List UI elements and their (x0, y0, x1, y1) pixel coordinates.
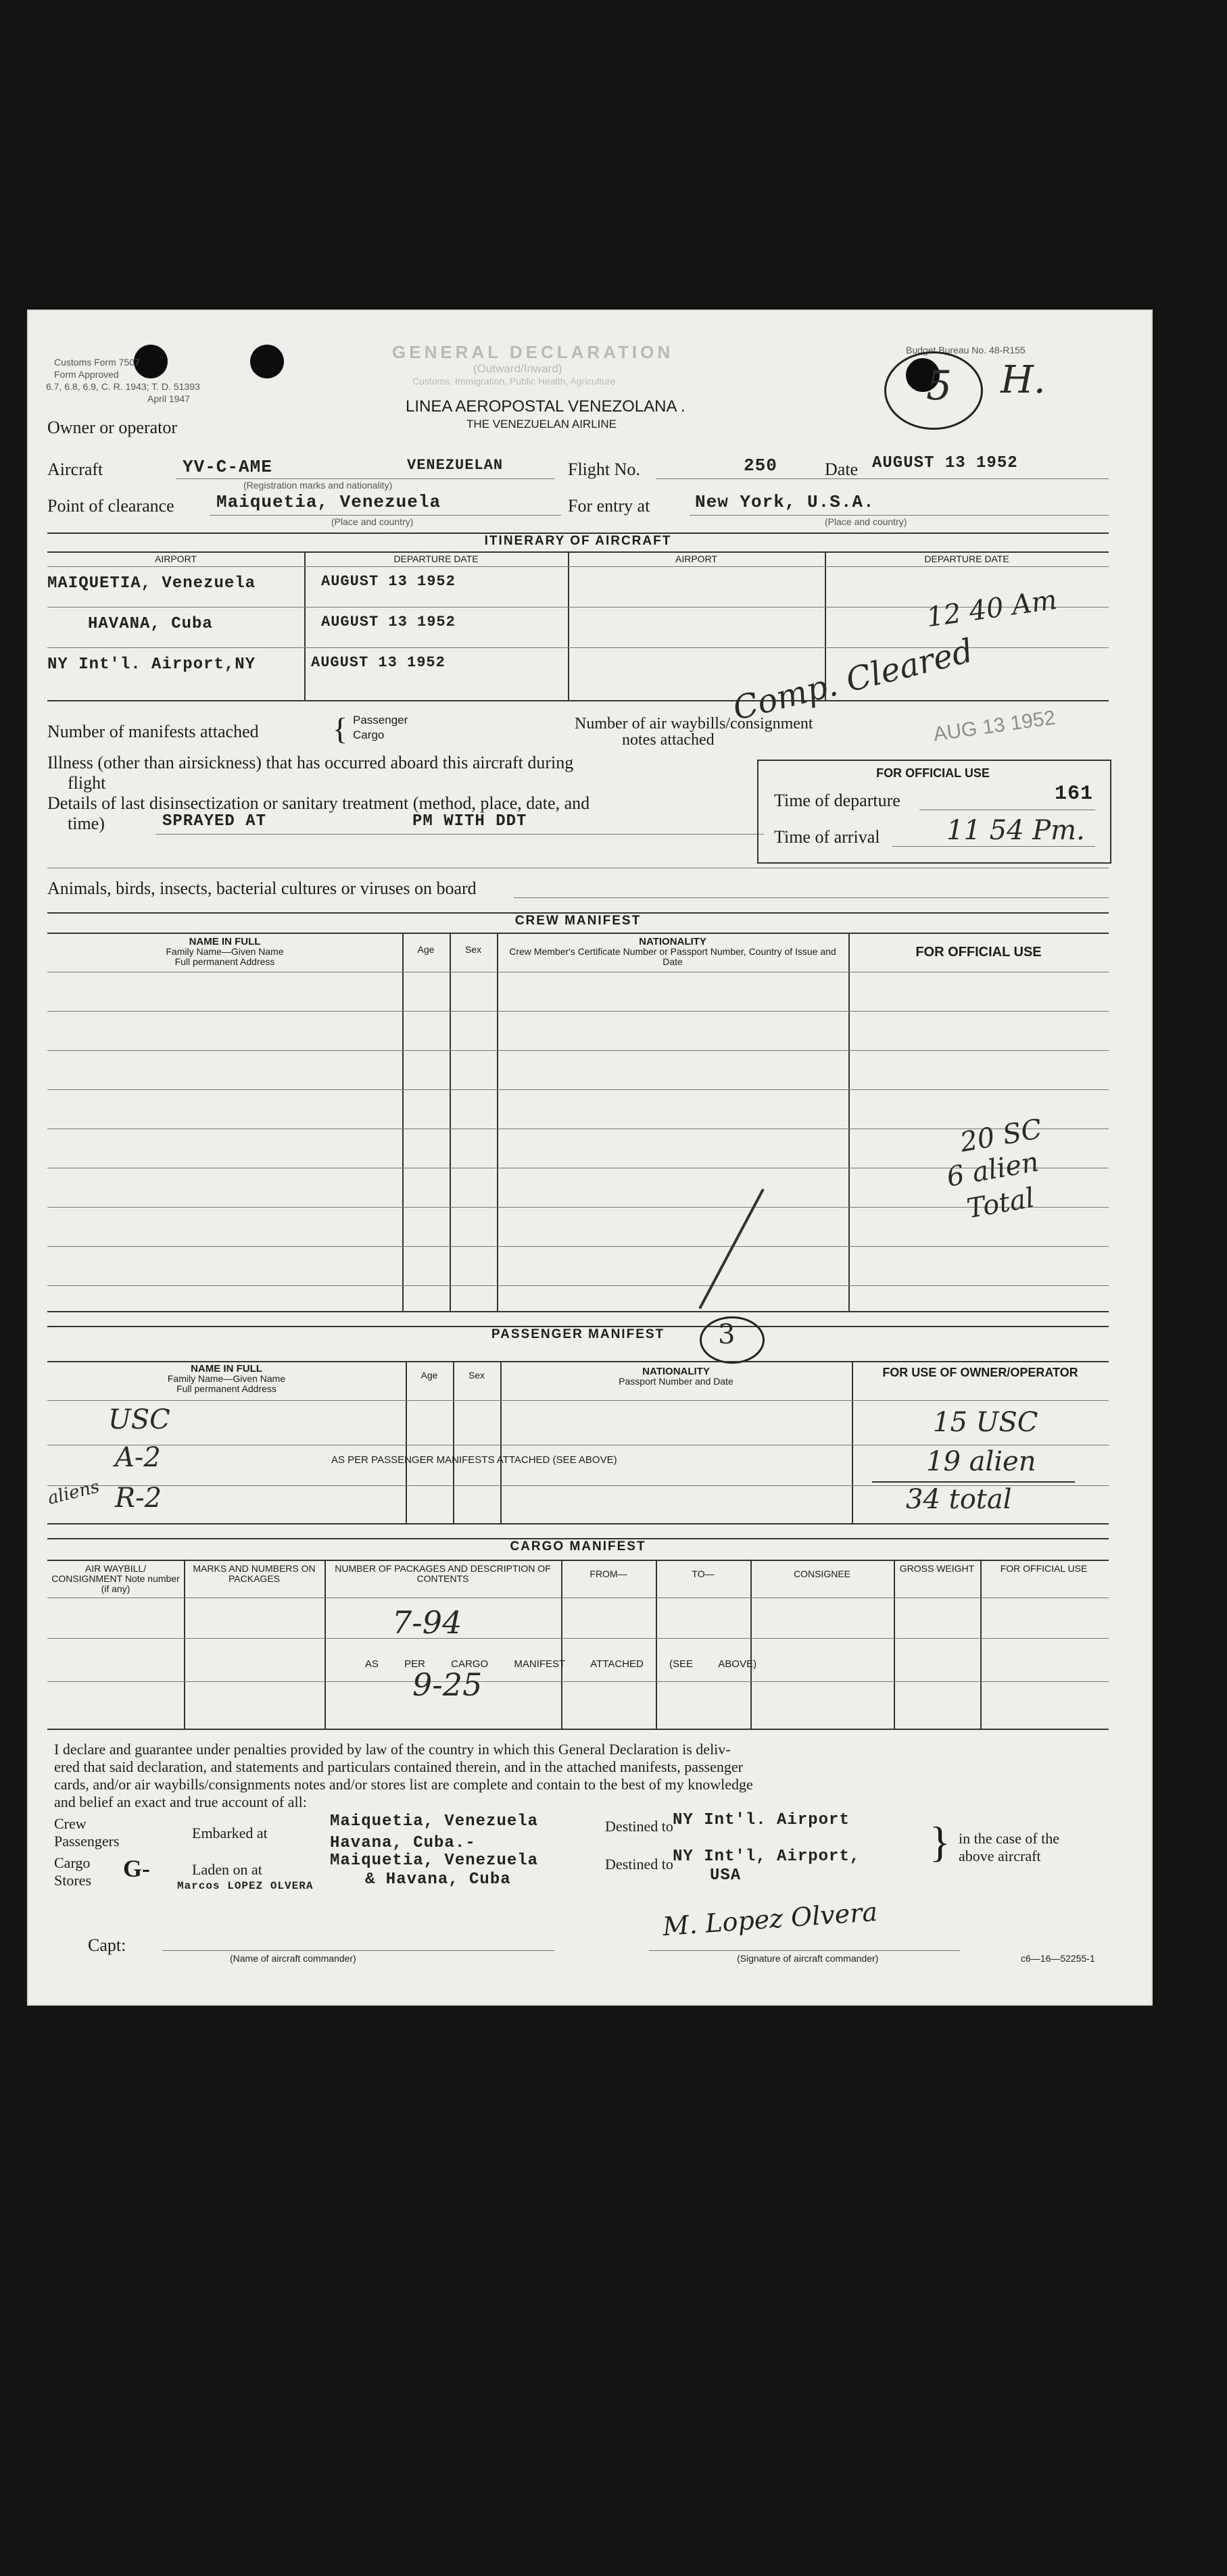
pax-col-sex: Sex (468, 1370, 485, 1381)
clearance-label: Point of clearance (47, 496, 174, 516)
brace-right: } (930, 1818, 951, 1866)
agriculture-note: Customs, Immigration, Public Health, Agriculture (412, 376, 616, 387)
pax-col-nat: NATIONALITY (642, 1366, 710, 1377)
col-departure: DEPARTURE DATE (393, 553, 479, 564)
airline-name: LINEA AEROPOSTAL VENEZOLANA . (406, 397, 685, 416)
handwritten-note: Comp. Cleared (729, 631, 977, 728)
passengers-word: Passengers (54, 1833, 120, 1850)
entry-value: New York, U.S.A. (695, 492, 875, 512)
passenger-title: PASSENGER MANIFEST (491, 1327, 665, 1341)
col-departure-2: DEPARTURE DATE (924, 553, 1009, 564)
declaration-form (27, 309, 1153, 2006)
time-departure-label: Time of departure (774, 791, 900, 810)
cargo-title: CARGO MANIFEST (510, 1539, 646, 1554)
pax-hand-usc: USC (108, 1404, 170, 1435)
budget-bureau: Budget Bureau No. 48-R155 (906, 345, 1026, 355)
form-ref-2: Form Approved (54, 369, 119, 380)
itinerary-airport: NY Int'l. Airport,NY (47, 655, 256, 674)
cargo-col-waybill: AIR WAYBILL/ CONSIGNMENT Note number (if any) (51, 1563, 180, 1594)
col-airport: AIRPORT (155, 553, 197, 564)
pax-col-name-sub1: Family Name—Given Name (167, 1373, 286, 1384)
pax-col-nat-sub: Passport Number and Date (619, 1376, 733, 1387)
cargo-hand-2: 9-25 (412, 1666, 483, 1703)
cargo-col-to: TO— (692, 1568, 715, 1579)
cargo-col-official: FOR OFFICIAL USE (1000, 1563, 1088, 1574)
brace: { (333, 712, 348, 746)
crew-hand-2: 6 alien (944, 1146, 1041, 1193)
official-use-title: FOR OFFICIAL USE (876, 766, 990, 780)
disinsect-label: Details of last disinsectization or sanitary treatment (method, place, date, and (47, 793, 590, 813)
date-value: AUGUST 13 1952 (872, 454, 1018, 472)
crew-word: Crew (54, 1815, 87, 1832)
pax-hand-19: 19 alien (926, 1446, 1036, 1477)
declaration-line-3: cards, and/or air waybills/consignments notes and/or stores list are complete and contain to the best of my knowledge (54, 1776, 753, 1793)
pax-col-name: NAME IN FULL (191, 1363, 262, 1374)
crew-col-name-sub1: Family Name—Given Name (166, 946, 284, 957)
case-note-1: in the case of the (959, 1830, 1060, 1847)
pax-hand-r2: R-2 (115, 1483, 162, 1514)
nationality-value: VENEZUELAN (407, 457, 504, 474)
itinerary-date: AUGUST 13 1952 (321, 614, 456, 630)
airline-english: THE VENEZUELAN AIRLINE (466, 418, 617, 430)
cargo-col-weight: GROSS WEIGHT (899, 1563, 975, 1574)
crew-col-nat: NATIONALITY (639, 936, 706, 947)
crew-hand-1: 20 SC (957, 1113, 1044, 1159)
pax-hand-15: 15 USC (933, 1407, 1038, 1438)
stores-dash: G- (123, 1855, 150, 1882)
passenger-word: Passenger (353, 714, 408, 726)
waybills-label: Number of air waybills/consignment (575, 715, 813, 733)
registration-caption: (Registration marks and nationality) (243, 480, 393, 491)
aircraft-label: Aircraft (47, 460, 103, 479)
flight-label: Flight No. (568, 460, 640, 479)
flight-value: 250 (744, 455, 777, 476)
pax-hand-aliens: aliens (45, 1477, 102, 1509)
crew-title: CREW MANIFEST (514, 914, 642, 928)
commander-typed: Marcos LOPEZ OLVERA (177, 1880, 314, 1892)
destined-value-2: NY Int'l, Airport, (673, 1848, 861, 1866)
captain-signature: M. Lopez Olvera (661, 1896, 879, 1942)
declaration-line-1: I declare and guarantee under penalties provided by law of the country in which this General Declaration is deliv- (54, 1741, 731, 1758)
cargo-col-marks: MARKS AND NUMBERS ON PACKAGES (193, 1563, 316, 1584)
destined-label-2: Destined to (605, 1856, 673, 1873)
capt-label: Capt: (88, 1935, 126, 1955)
crew-col-name-sub2: Full permanent Address (174, 956, 275, 967)
cargo-hand-1: 7-94 (392, 1604, 462, 1641)
clearance-caption: (Place and country) (331, 516, 414, 527)
itinerary-airport: HAVANA, Cuba (88, 615, 213, 633)
time-label: time) (68, 814, 105, 833)
owner-label: Owner or operator (47, 418, 178, 437)
clearance-value: Maiquetia, Venezuela (216, 492, 441, 512)
illness-label: Illness (other than airsickness) that has occurred aboard this aircraft during (47, 753, 574, 772)
cargo-col-consignee: CONSIGNEE (793, 1568, 850, 1579)
embarked-label: Embarked at (192, 1825, 268, 1841)
crew-col-age: Age (417, 944, 435, 955)
case-note-2: above aircraft (959, 1848, 1041, 1864)
entry-caption: (Place and country) (825, 516, 907, 527)
cargo-word: Cargo (54, 1854, 91, 1871)
cargo-col-number: NUMBER OF PACKAGES AND DESCRIPTION OF CONTENTS (335, 1563, 551, 1584)
stamp-mark: 5 (926, 362, 953, 410)
entry-label: For entry at (568, 496, 650, 516)
itinerary-title: ITINERARY OF AIRCRAFT (484, 534, 672, 548)
laden-label: Laden on at (192, 1861, 262, 1878)
pax-col-age: Age (420, 1370, 438, 1381)
cargo-col-from: FROM— (590, 1568, 627, 1579)
time-arrival-label: Time of arrival (774, 827, 880, 847)
handwritten-time: 12 40 Am (924, 584, 1059, 634)
pax-col-name-sub2: Full permanent Address (176, 1383, 276, 1394)
form-title: GENERAL DECLARATION (392, 342, 674, 362)
pax-col-owner: FOR USE OF OWNER/OPERATOR (882, 1366, 1078, 1379)
embarked-value: Maiquetia, Venezuela (330, 1812, 539, 1831)
notes-attached: notes attached (622, 731, 715, 749)
crew-col-official: FOR OFFICIAL USE (915, 945, 1042, 960)
aircraft-value: YV-C-AME (183, 457, 272, 477)
declaration-line-4: and belief an exact and true account of all: (54, 1793, 307, 1810)
destined-value-3: USA (710, 1866, 742, 1885)
disinsect-value-2: PM WITH DDT (412, 812, 527, 831)
departure-number: 161 (1055, 783, 1094, 806)
form-number: c6—16—52255-1 (1021, 1953, 1095, 1964)
laden-value: Maiquetia, Venezuela (330, 1852, 539, 1870)
disinsect-value: SPRAYED AT (162, 812, 267, 831)
col-airport-2: AIRPORT (675, 553, 717, 564)
destined-value: NY Int'l. Airport (673, 1811, 850, 1829)
signature-caption: (Signature of aircraft commander) (737, 1953, 879, 1964)
crew-hand-3: Total (964, 1182, 1037, 1225)
crew-col-nat-sub: Crew Member's Certificate Number or Passport Number, Country of Issue and Date (509, 946, 836, 967)
punch-hole (250, 345, 284, 378)
pax-hand-a2: A-2 (115, 1442, 161, 1473)
commander-caption: (Name of aircraft commander) (230, 1953, 356, 1964)
pax-hand-34: 34 total (906, 1484, 1012, 1515)
arrival-handwritten: 11 54 Pm. (946, 815, 1085, 846)
embarked-value-2: Havana, Cuba.- (330, 1834, 476, 1852)
circled-number-value: 3 (718, 1319, 736, 1350)
stamp-initials: H. (1001, 358, 1046, 402)
stores-word: Stores (54, 1872, 91, 1889)
animals-label: Animals, birds, insects, bacterial cultures or viruses on board (47, 878, 477, 898)
form-date: April 1947 (147, 393, 191, 404)
pax-typed-row: AS PER PASSENGER MANIFESTS ATTACHED (SEE ABOVE) (331, 1454, 617, 1466)
destined-label: Destined to (605, 1818, 673, 1835)
itinerary-airport: MAIQUETIA, Venezuela (47, 574, 256, 593)
itinerary-date: AUGUST 13 1952 (321, 573, 456, 590)
date-label: Date (825, 460, 859, 479)
crew-col-name: NAME IN FULL (189, 936, 261, 947)
form-subtitle: (Outward/Inward) (473, 362, 562, 375)
form-ref-3: 6.7, 6.8, 6.9, C. R. 1943; T. D. 51393 (46, 381, 200, 392)
cargo-word: Cargo (353, 728, 385, 741)
flight-word: flight (68, 773, 106, 793)
laden-value-2: & Havana, Cuba (365, 1871, 511, 1889)
date-stamp: AUG 13 1952 (932, 706, 1057, 746)
cargo-typed-row: AS PER CARGO MANIFEST ATTACHED (SEE ABOVE) (365, 1658, 757, 1670)
form-ref-1: Customs Form 7507 (54, 357, 140, 368)
itinerary-date: AUGUST 13 1952 (311, 654, 446, 671)
crew-col-sex: Sex (464, 944, 482, 955)
declaration-line-2: ered that said declaration, and statements and particulars contained therein, and in the attached manifests, passenger (54, 1758, 743, 1775)
manifests-label: Number of manifests attached (47, 722, 259, 741)
